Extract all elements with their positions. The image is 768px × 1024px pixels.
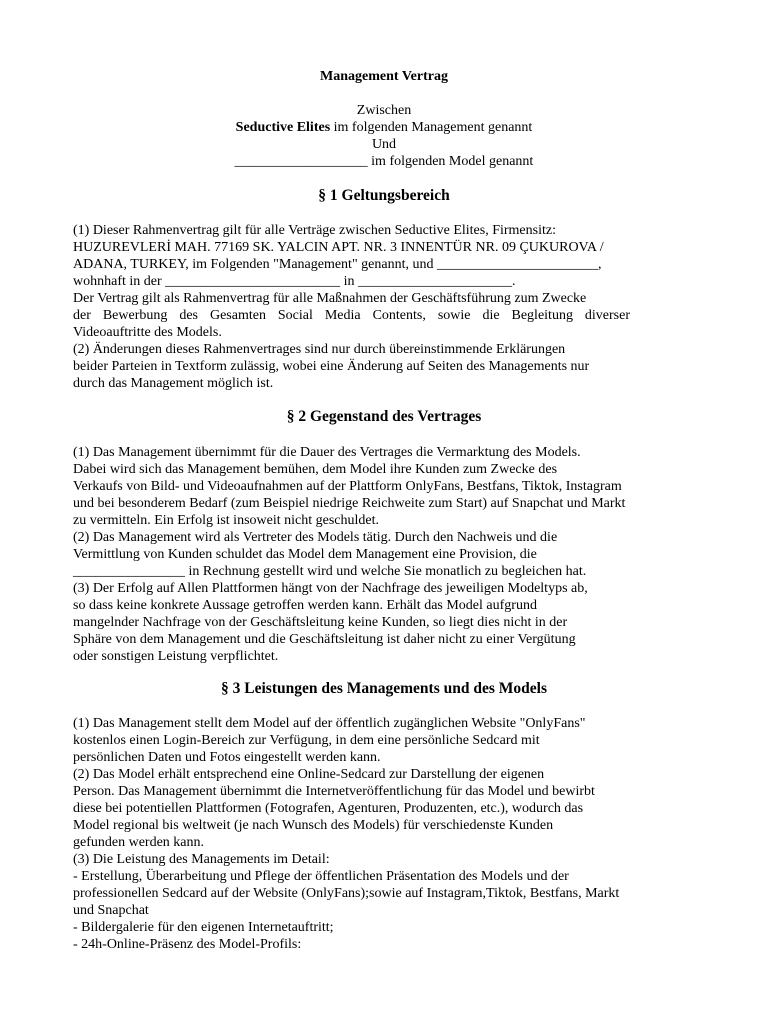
text-line: professionellen Sedcard auf der Website (OnlyFans);sowie auf Instagram,Tiktok, Bestfans, Markt bbox=[73, 886, 620, 901]
text-line: (1) Das Management stellt dem Model auf der öffentlich zugänglichen Website "OnlyFans" bbox=[73, 716, 586, 731]
text-line: und Snapchat bbox=[73, 903, 149, 918]
text-line: diese bei potentiellen Plattformen (Fotografen, Agenturen, Produzenten, etc.), wodurch das bbox=[73, 801, 584, 816]
text-line: beider Parteien in Textform zulässig, wobei eine Änderung auf Seiten des Managements nur bbox=[73, 359, 590, 374]
text-line: kostenlos einen Login-Bereich zur Verfügung, in dem eine persönliche Sedcard mit bbox=[73, 733, 540, 748]
text-line: gefunden werden kann. bbox=[73, 835, 205, 850]
text-line: ADANA, TURKEY, im Folgenden "Management" genannt, und _______________________, bbox=[73, 257, 602, 272]
text-line: wohnhaft in der _________________________ in ______________________. bbox=[73, 274, 516, 289]
text-line: der Bewerbung des Gesamten Social Media Contents, sowie die Begleitung diverser bbox=[73, 308, 630, 323]
text-line: Vermittlung von Kunden schuldet das Model dem Management eine Provision, die bbox=[73, 547, 537, 562]
parties-and: Und bbox=[371, 137, 397, 152]
text-line: Sphäre von dem Management und die Geschäftsleitung ist daher nicht zu einer Vergütung bbox=[73, 632, 576, 647]
text-line: Dabei wird sich das Management bemühen, dem Model ihre Kunden zum Zwecke des bbox=[73, 462, 558, 477]
text-line: Verkaufs von Bild- und Videoaufnahmen auf der Plattform OnlyFans, Bestfans, Tiktok, Instagram bbox=[73, 479, 622, 494]
text-line: (3) Der Erfolg auf Allen Plattformen hängt von der Nachfrage des jeweiligen Modeltyps ab, bbox=[73, 581, 588, 596]
parties-between: Zwischen bbox=[356, 103, 412, 118]
section-body bbox=[73, 222, 695, 392]
parties-management bbox=[0, 119, 768, 136]
section-body bbox=[73, 715, 695, 953]
section-body bbox=[73, 444, 695, 665]
text-line: (3) Die Leistung des Managements im Detail: bbox=[73, 852, 330, 867]
text-line: mangelnder Nachfrage von der Geschäftsleitung keine Kunden, so liegt dies nicht in der bbox=[73, 615, 568, 630]
text-line: durch das Management möglich ist. bbox=[73, 376, 274, 391]
management-role: im folgenden Management genannt bbox=[330, 120, 533, 135]
text-line: Videoauftritte des Models. bbox=[73, 325, 222, 340]
section-heading: § 2 Gegenstand des Vertrages bbox=[286, 408, 482, 425]
text-line: persönlichen Daten und Fotos eingestellt werden kann. bbox=[73, 750, 381, 765]
text-line: Person. Das Management übernimmt die Internetveröffentlichung für das Model und bewirbt bbox=[73, 784, 595, 799]
parties-model: ___________________ im folgenden Model genannt bbox=[234, 154, 534, 169]
text-line: und bei besonderem Bedarf (zum Beispiel niedrige Reichweite zum Start) auf Snapchat und Markt bbox=[73, 496, 626, 511]
management-name: Seductive Elites bbox=[235, 120, 331, 135]
text-line: (1) Dieser Rahmenvertrag gilt für alle Verträge zwischen Seductive Elites, Firmensitz: bbox=[73, 223, 556, 238]
text-line: Der Vertrag gilt als Rahmenvertrag für alle Maßnahmen der Geschäftsführung zum Zwecke bbox=[73, 291, 587, 306]
section-heading: § 3 Leistungen des Managements und des Models bbox=[221, 680, 547, 697]
text-line: Model regional bis weltweit (je nach Wunsch des Models) für verschiedenste Kunden bbox=[73, 818, 554, 833]
text-line: HUZUREVLERİ MAH. 77169 SK. YALCIN APT. NR. 3 INNENTÜR NR. 09 ÇUKUROVA / bbox=[73, 240, 604, 255]
text-line: zu vermitteln. Ein Erfolg ist insoweit nicht geschuldet. bbox=[73, 513, 379, 528]
text-line: oder sonstigen Leistung verpflichtet. bbox=[73, 649, 279, 664]
text-line: (1) Das Management übernimmt für die Dauer des Vertrages die Vermarktung des Models. bbox=[73, 445, 581, 460]
text-line: ________________ in Rechnung gestellt wird und welche Sie monatlich zu begleichen hat. bbox=[73, 564, 587, 579]
text-line: (2) Das Model erhält entsprechend eine Online-Sedcard zur Darstellung der eigenen bbox=[73, 767, 545, 782]
section-heading: § 1 Geltungsbereich bbox=[318, 187, 450, 204]
text-line: - 24h-Online-Präsenz des Model-Profils: bbox=[73, 937, 302, 952]
text-line: - Bildergalerie für den eigenen Internetauftritt; bbox=[73, 920, 334, 935]
text-line: (2) Änderungen dieses Rahmenvertrages sind nur durch übereinstimmende Erklärungen bbox=[73, 342, 566, 357]
parties-block bbox=[0, 102, 768, 170]
text-line: so dass keine konkrete Aussage getroffen werden kann. Erhält das Model aufgrund bbox=[73, 598, 537, 613]
text-line: (2) Das Management wird als Vertreter des Models tätig. Durch den Nachweis und die bbox=[73, 530, 558, 545]
text-line: - Erstellung, Überarbeitung und Pflege der öffentlichen Präsentation des Models und der bbox=[73, 869, 569, 884]
document-title: Management Vertrag bbox=[320, 69, 448, 84]
